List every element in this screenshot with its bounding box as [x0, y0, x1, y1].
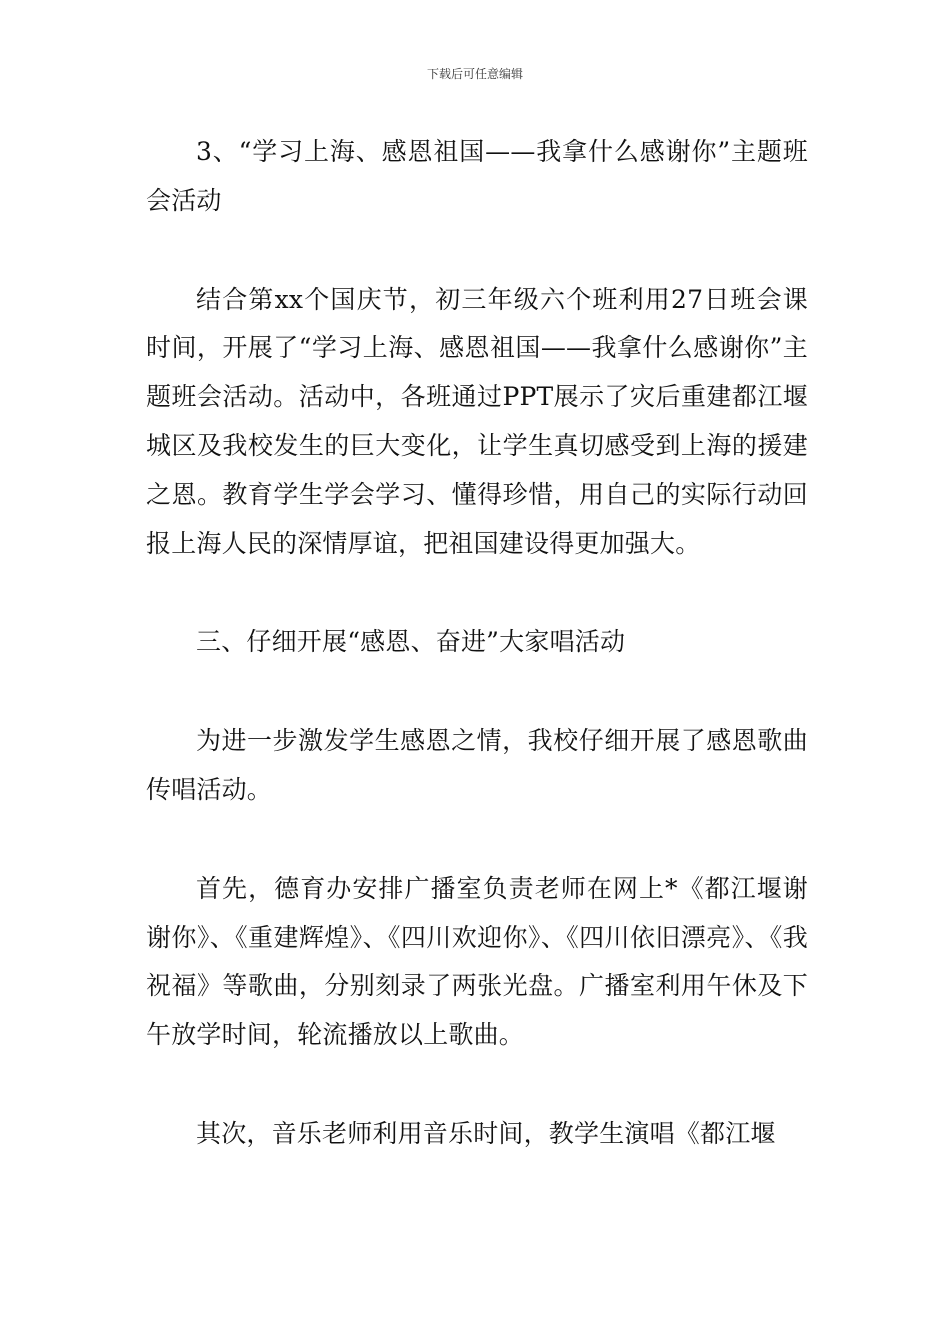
- paragraph-music-teacher: 其次，音乐老师利用音乐时间，教学生演唱《都江堰: [196, 1118, 776, 1148]
- document-body: [146, 128, 808, 1209]
- page-header-note: 下载后可任意编辑: [426, 67, 523, 81]
- paragraph-national-day-activity: 结合第xx个国庆节，初三年级六个班利用27日班会课时间，开展了“学习上海、感恩祖国——我拿什么感谢你”主题班会活动。活动中，各班通过PPT展示了灾后重建都江堰城区及我校发生的巨大变化，让学生真切感受到上海的援建之恩。教育学生学会学习、懂得珍惜，用自己的实际行动回报上海人民的深情厚谊，把祖国建设得更加强大。: [146, 284, 808, 558]
- paragraph-singing-intro: 为进一步激发学生感恩之情，我校仔细开展了感恩歌曲传唱活动。: [146, 726, 808, 804]
- paragraph-theme-class-meeting: 3、“学习上海、感恩祖国——我拿什么感谢你”主题班会活动: [146, 137, 808, 215]
- paragraph-broadcast-songs: 首先，德育办安排广播室负责老师在网上*《都江堰谢谢你》、《重建辉煌》、《四川欢迎你》、《四川依旧漂亮》、《我祝福》等歌曲，分别刻录了两张光盘。广播室利用午休及下午放学时间，轮流播放以上歌曲。: [146, 873, 808, 1050]
- paragraph-section-singing: 三、仔细开展“感恩、奋进”大家唱活动: [196, 627, 626, 657]
